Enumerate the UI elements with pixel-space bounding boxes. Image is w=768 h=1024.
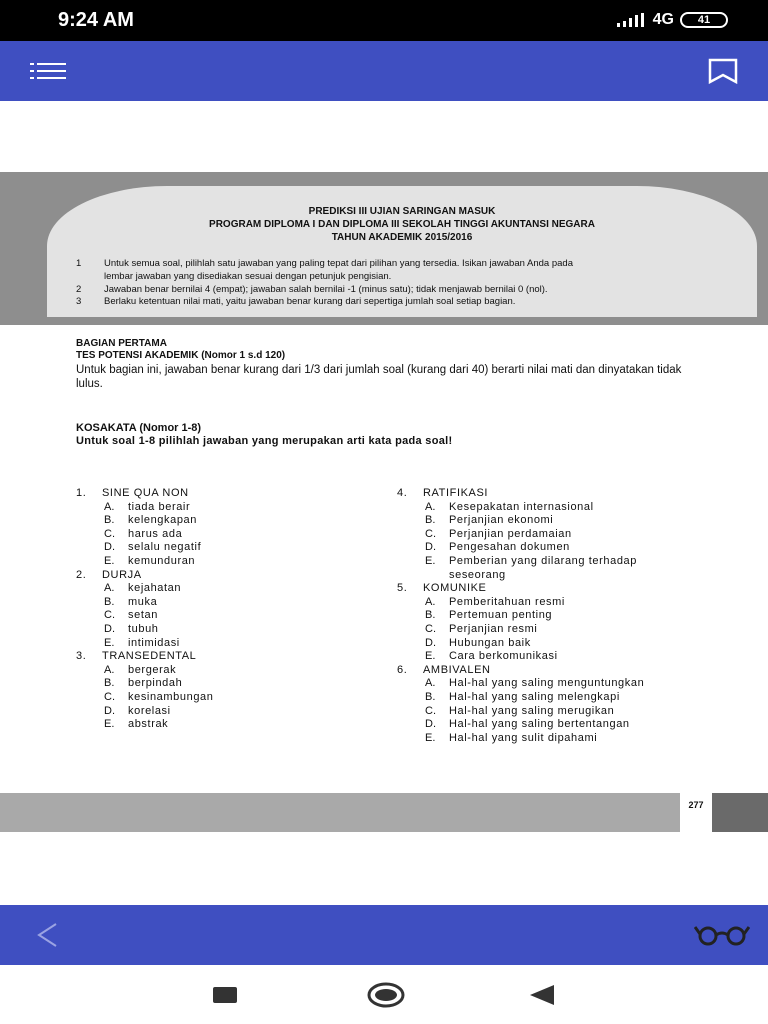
footer-band-dark xyxy=(712,793,768,832)
option-text: setan xyxy=(128,609,158,622)
option-text: bergerak xyxy=(128,663,177,676)
option-text: Hal-hal yang saling melengkapi xyxy=(449,691,620,703)
option-letter: C. xyxy=(425,623,436,635)
subsection-title: KOSAKATA (Nomor 1-8) xyxy=(76,422,202,434)
option-letter: A. xyxy=(425,500,436,513)
rule-number: 2 xyxy=(76,284,82,295)
question-number: 1. xyxy=(76,487,87,499)
option-letter: B. xyxy=(425,609,436,622)
subsection-instruction: Untuk soal 1-8 pilihlah jawaban yang merupakan arti kata pada soal! xyxy=(76,435,453,447)
status-bar xyxy=(0,0,768,41)
option-text: Pengesahan dokumen xyxy=(449,541,570,554)
option-text: intimidasi xyxy=(128,636,180,649)
option-text: selalu negatif xyxy=(128,541,202,554)
option-letter: E. xyxy=(425,731,436,744)
option-text: Cara berkomunikasi xyxy=(449,650,558,663)
option-text: Hal-hal yang sulit dipahami xyxy=(449,731,598,744)
signal-icon xyxy=(617,13,647,27)
option-text: kejahatan xyxy=(128,582,182,595)
question-word: RATIFIKASI xyxy=(423,487,489,499)
exam-title-line-1: PREDIKSI III UJIAN SARINGAN MASUK xyxy=(308,206,496,217)
app-bottom-bar xyxy=(0,905,768,965)
bookmark-icon[interactable] xyxy=(708,58,738,84)
option-letter: E. xyxy=(425,555,436,567)
option-letter: A. xyxy=(425,677,436,690)
option-letter: D. xyxy=(425,636,436,649)
rule-text: Berlaku ketentuan nilai mati, yaitu jawaban benar kurang dari sepertiga jumlah soal setiap bagian. xyxy=(104,296,516,307)
option-letter: A. xyxy=(425,595,436,608)
option-text: harus ada xyxy=(128,527,183,540)
chevron-left-icon[interactable] xyxy=(36,922,58,948)
circle-home-icon[interactable] xyxy=(367,982,405,1008)
option-text: Perjanjian ekonomi xyxy=(449,514,554,527)
section-test-title: TES POTENSI AKADEMIK (Nomor 1 s.d 120) xyxy=(76,350,286,361)
square-icon[interactable] xyxy=(213,987,237,1003)
option-letter: A. xyxy=(104,663,115,676)
network-type: 4G xyxy=(652,11,674,28)
rule-text: Jawaban benar bernilai 4 (empat); jawaban salah bernilai -1 (minus satu); tidak menjawab bernilai 0 (nol). xyxy=(104,284,548,295)
option-text: tubuh xyxy=(128,623,159,635)
status-icons xyxy=(617,11,728,29)
option-letter: E. xyxy=(425,650,436,663)
option-letter: B. xyxy=(425,514,436,527)
question-number: 2. xyxy=(76,568,87,581)
question-word: KOMUNIKE xyxy=(423,582,487,595)
rule-text: Untuk semua soal, pilihlah satu jawaban yang paling tepat dari pilihan yang tersedia. Isikan jawaban Anda pada xyxy=(104,258,573,269)
option-text: Kesepakatan internasional xyxy=(449,500,594,513)
option-text: tiada berair xyxy=(128,500,191,513)
glasses-icon[interactable] xyxy=(694,923,750,947)
option-text: korelasi xyxy=(128,704,171,717)
option-letter: B. xyxy=(104,677,115,690)
exam-title-line-3: TAHUN AKADEMIK 2015/2016 xyxy=(331,232,473,243)
option-text: berpindah xyxy=(128,677,183,690)
option-text: Pemberitahuan resmi xyxy=(449,595,565,608)
option-text: Pertemuan penting xyxy=(449,609,553,622)
option-text: abstrak xyxy=(128,718,169,731)
page-number: 277 xyxy=(688,800,704,810)
option-letter: A. xyxy=(104,500,115,513)
question-number: 5. xyxy=(397,582,408,595)
option-letter: E. xyxy=(104,718,115,731)
option-text: kelengkapan xyxy=(128,514,197,527)
option-letter: D. xyxy=(104,704,115,717)
option-letter: D. xyxy=(104,541,115,554)
question-number: 3. xyxy=(76,650,87,663)
footer-band xyxy=(0,793,680,832)
option-text: Hal-hal yang saling menguntungkan xyxy=(449,677,645,690)
rule-text: lembar jawaban yang disediakan sesuai dengan petunjuk pengisian. xyxy=(104,271,392,282)
option-letter: B. xyxy=(104,514,115,527)
option-letter: C. xyxy=(425,704,436,717)
question-word: AMBIVALEN xyxy=(423,663,491,676)
option-letter: D. xyxy=(425,541,436,554)
option-text: kemunduran xyxy=(128,555,196,567)
menu-list-icon[interactable] xyxy=(30,63,66,79)
exam-title-line-2: PROGRAM DIPLOMA I DAN DIPLOMA III SEKOLAH TINGGI AKUNTANSI NEGARA xyxy=(209,219,595,230)
option-letter: C. xyxy=(425,527,436,540)
section-part-title: BAGIAN PERTAMA xyxy=(76,338,167,349)
option-text: seseorang xyxy=(449,568,506,581)
option-letter: B. xyxy=(425,691,436,703)
option-letter: C. xyxy=(104,609,115,622)
status-time: 9:24 AM xyxy=(58,9,134,31)
option-letter: C. xyxy=(104,527,115,540)
system-nav-bar xyxy=(0,965,768,1024)
question-number: 4. xyxy=(397,487,408,499)
option-text: muka xyxy=(128,595,158,608)
question-number: 6. xyxy=(397,663,408,676)
option-letter: A. xyxy=(104,582,115,595)
battery-level: 41 xyxy=(697,14,711,26)
question-word: DURJA xyxy=(102,568,142,581)
option-text: Perjanjian perdamaian xyxy=(449,527,572,540)
triangle-back-icon[interactable] xyxy=(530,985,554,1005)
option-letter: E. xyxy=(104,636,115,649)
option-text: Hal-hal yang saling merugikan xyxy=(449,704,615,717)
option-text: kesinambungan xyxy=(128,691,214,703)
option-letter: E. xyxy=(104,555,115,567)
question-word: TRANSEDENTAL xyxy=(102,650,197,663)
option-letter: D. xyxy=(104,623,115,635)
battery-icon xyxy=(680,12,728,28)
rule-number: 3 xyxy=(76,296,82,307)
option-letter: C. xyxy=(104,691,115,703)
option-text: Hubungan baik xyxy=(449,636,531,649)
option-letter: D. xyxy=(425,718,436,731)
option-letter: B. xyxy=(104,595,115,608)
rule-number: 1 xyxy=(76,258,82,269)
question-word: SINE QUA NON xyxy=(102,487,189,499)
app-top-bar xyxy=(0,41,768,101)
section-note: Untuk bagian ini, jawaban benar kurang dari 1/3 dari jumlah soal (kurang dari 40) berarti nilai mati dan dinyatakan tidak lulus. xyxy=(76,364,682,390)
option-text: Hal-hal yang saling bertentangan xyxy=(449,718,630,731)
option-text: Pemberian yang dilarang terhadap xyxy=(449,555,637,567)
option-text: Perjanjian resmi xyxy=(449,623,538,635)
